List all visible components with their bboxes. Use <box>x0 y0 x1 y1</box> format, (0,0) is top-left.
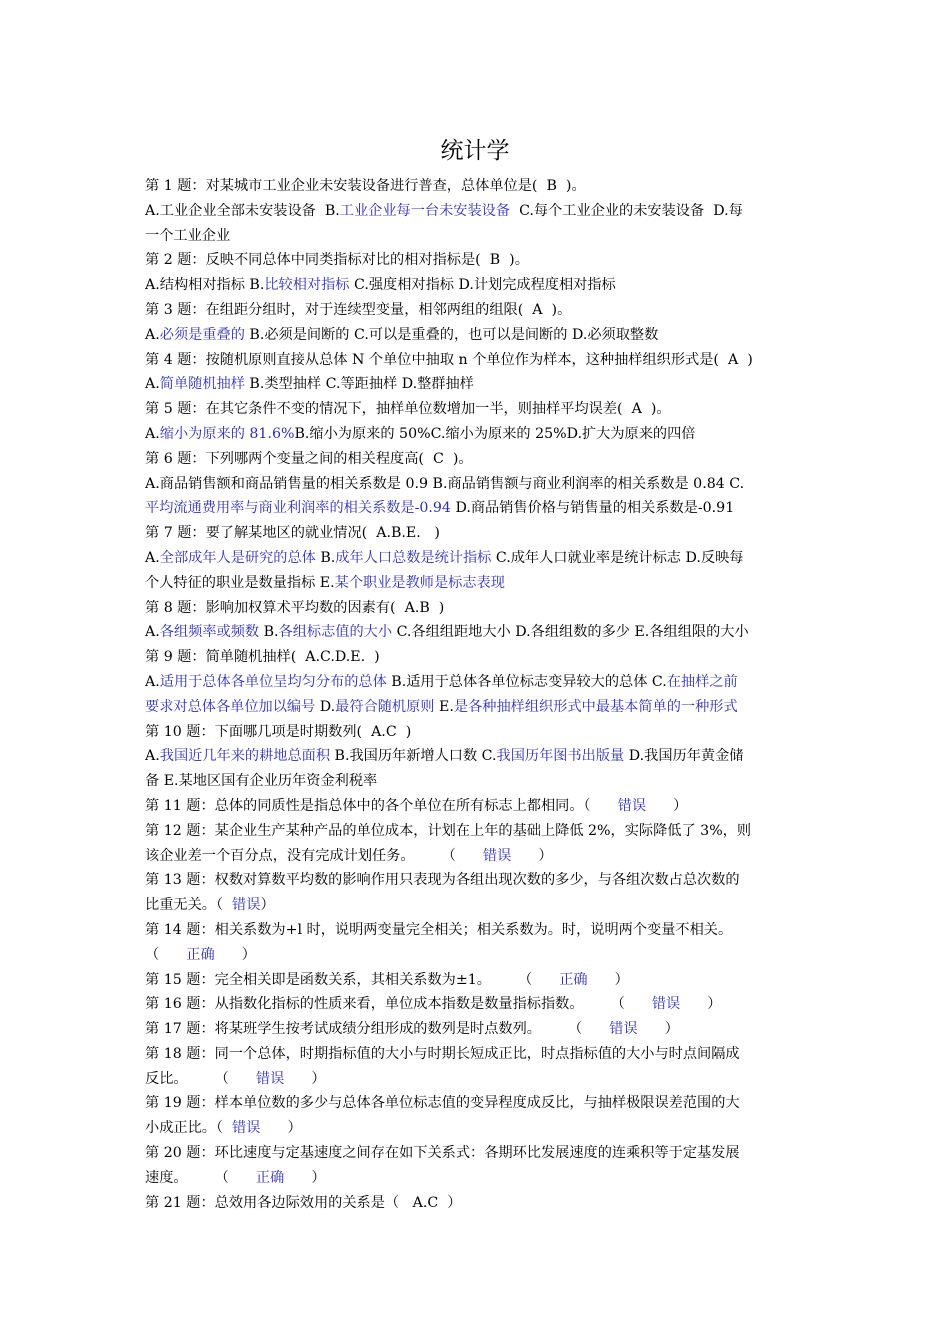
text-segment: 第 5 题：在其它条件不变的情况下，抽样单位数增加一半，则抽样平均误差( A )。 <box>145 401 671 418</box>
text-line <box>145 720 810 745</box>
text-segment: 第 19 题：样本单位数的多少与总体各单位标志值的变异程度成反比，与抽样极限误差范围的大 <box>145 1095 740 1112</box>
text-segment: A. <box>145 549 160 566</box>
answer-highlight: 错误 <box>651 996 681 1013</box>
answer-highlight: 简单随机抽样 <box>159 376 245 393</box>
text-line <box>145 992 810 1017</box>
text-line <box>145 422 810 447</box>
text-line <box>145 596 810 621</box>
answer-highlight: 平均流通费用率与商业利润率的相关系数是-0.94 <box>145 500 451 517</box>
text-line <box>145 1042 810 1067</box>
text-line <box>145 273 810 298</box>
text-segment: A.工业企业全部未安装设备 B. <box>145 202 340 219</box>
answer-highlight: 各组频率或频数 <box>159 624 260 641</box>
text-line <box>145 695 810 720</box>
text-segment: A.结构相对指标 B. <box>145 277 265 294</box>
text-segment: 第 17 题：将某班学生按考试成绩分组形成的数列是时点数列。 （ <box>145 1021 610 1038</box>
text-segment: 第 3 题：在组距分组时，对于连续型变量，相邻两组的组限( A )。 <box>145 301 572 318</box>
answer-highlight: 错误 <box>255 1070 285 1087</box>
text-line <box>145 174 810 199</box>
answer-highlight: 比较相对指标 <box>264 277 350 294</box>
text-segment: ） <box>260 1120 302 1137</box>
text-line <box>145 224 810 249</box>
text-line <box>145 769 810 794</box>
answer-highlight: 错误 <box>232 897 261 914</box>
text-line <box>145 918 810 943</box>
text-segment: B. <box>259 624 279 641</box>
text-line <box>145 521 810 546</box>
answer-highlight: 错误 <box>609 1021 638 1038</box>
text-segment: ） <box>284 1070 326 1087</box>
text-segment: 第 21 题：总效用各边际效用的关系是（ A.C ） <box>145 1194 462 1211</box>
text-line <box>145 1091 810 1116</box>
text-segment: 小成正比。（ <box>145 1120 233 1137</box>
answer-highlight: 适用于总体各单位呈均匀分布的总体 <box>159 673 387 690</box>
text-line <box>145 868 810 893</box>
text-line <box>145 1191 810 1216</box>
text-segment: ） <box>260 897 275 914</box>
text-segment: A. <box>145 748 160 765</box>
text-segment: （ <box>145 946 187 963</box>
answer-highlight: 要求对总体各单位加以编号 <box>145 698 316 715</box>
answer-highlight: 我国近几年来的耕地总面积 <box>159 748 331 765</box>
text-segment: 第 6 题：下列哪两个变量之间的相关程度高( C )。 <box>145 450 473 467</box>
text-line <box>145 298 810 323</box>
answer-highlight: 在抽样之前 <box>666 673 738 690</box>
answer-highlight: 成年人口总数是统计指标 <box>335 549 492 566</box>
text-line <box>145 844 810 869</box>
text-segment: 第 20 题：环比速度与定基速度之间存在如下关系式：各期环比发展速度的连乘积等于定基发展 <box>145 1145 740 1162</box>
answer-highlight: 各组标志值的大小 <box>278 624 393 641</box>
text-segment: 个人特征的职业是数量指标 E. <box>145 574 335 591</box>
text-segment: B.缩小为原来的 50%C.缩小为原来的 25%D.扩大为原来的四倍 <box>294 425 696 442</box>
text-segment: D. <box>315 698 336 715</box>
text-segment: A. <box>145 624 160 641</box>
text-segment: B.类型抽样 C.等距抽样 D.整群抽样 <box>244 376 474 393</box>
text-segment: 第 13 题：权数对算数平均数的影响作用只表现为各组出现次数的多少，与各组次数占总次数的 <box>145 872 740 889</box>
text-segment: A. <box>145 673 160 690</box>
text-segment: 第 10 题：下面哪几项是时期数列( A.C ) <box>145 723 412 740</box>
text-segment: A. <box>145 326 160 343</box>
answer-highlight: 正确 <box>559 971 588 988</box>
text-line <box>145 1017 810 1042</box>
text-segment: C.各组组距地大小 D.各组组数的多少 E.各组组限的大小 <box>392 624 749 641</box>
text-line <box>145 1067 810 1092</box>
text-segment: 速度。 （ <box>145 1169 256 1186</box>
text-line <box>145 1116 810 1141</box>
text-line <box>145 620 810 645</box>
text-segment: 第 1 题：对某城市工业企业未安装设备进行普查，总体单位是( B )。 <box>145 178 586 194</box>
text-segment: 第 12 题：某企业生产某种产品的单位成本，计划在上年的基础上降低 2%，实际降低了 3%，则 <box>145 822 752 839</box>
answer-highlight: 正确 <box>255 1169 285 1186</box>
text-line <box>145 323 810 348</box>
text-segment: ） <box>637 1021 679 1038</box>
text-line <box>145 447 810 472</box>
text-segment: 一个工业企业 <box>145 227 231 244</box>
text-segment: 第 4 题：按随机原则直接从总体 N 个单位中抽取 n 个单位作为样本，这种抽样组织形式是( A ) <box>145 351 753 368</box>
text-line <box>145 645 810 670</box>
text-segment: 第 14 题：相关系数为+l 时，说明两变量完全相关；相关系数为。时，说明两个变量不相关。 <box>145 921 733 938</box>
answer-highlight: 正确 <box>186 946 215 963</box>
text-line <box>145 968 810 993</box>
text-segment: 第 7 题：要了解某地区的就业情况( A.B.E. ) <box>145 525 440 542</box>
text-segment: ） <box>511 847 553 864</box>
text-line <box>145 819 810 844</box>
text-line <box>145 670 810 695</box>
text-line <box>145 571 810 596</box>
text-line <box>145 372 810 397</box>
text-segment: B.必须是间断的 C.可以是重叠的，也可以是间断的 D.必须取整数 <box>244 326 659 343</box>
page-title: 统计学 <box>440 138 510 164</box>
text-line <box>145 794 810 819</box>
answer-highlight: 缩小为原来的 81.6% <box>159 425 295 442</box>
text-segment: 第 16 题：从指数化指标的性质来看，单位成本指数是数量指标指数。 （ <box>145 996 652 1013</box>
answer-highlight: 最符合随机原则 <box>335 698 435 715</box>
text-line <box>145 199 810 224</box>
text-segment: 第 11 题：总体的同质性是指总体中的各个单位在所有标志上都相同。（ <box>145 797 618 814</box>
text-segment: 反比。 （ <box>145 1070 256 1087</box>
text-segment: 备 E.某地区国有企业历年资金利税率 <box>145 773 378 790</box>
text-line <box>145 943 810 968</box>
text-segment: ） <box>680 996 722 1013</box>
text-segment: C.每个工业企业的未安装设备 D.每 <box>510 202 743 219</box>
text-segment: A. <box>145 425 160 442</box>
answer-highlight: 是各种抽样组织形式中最基本简单的一种形式 <box>453 698 738 715</box>
answer-highlight: 错误 <box>232 1120 261 1137</box>
text-segment: D.商品销售价格与销售量的相关系数是-0.91 <box>450 500 735 517</box>
text-segment: 第 15 题：完全相关即是函数关系，其相关系数为±1。 （ <box>145 971 560 988</box>
document-body <box>145 174 810 1215</box>
text-line <box>145 1166 810 1191</box>
text-segment: D.我国历年黄金储 <box>624 748 744 765</box>
answer-highlight: 我国历年图书出版量 <box>496 748 625 765</box>
text-segment: 第 8 题：影响加权算术平均数的因素有( A.B ) <box>145 599 445 616</box>
answer-highlight: 某个职业是教师是标志表现 <box>334 574 505 591</box>
text-segment: 第 9 题：简单随机抽样( A.C.D.E. ) <box>145 649 380 666</box>
text-segment: 该企业差一个百分点，没有完成计划任务。 （ <box>145 847 483 864</box>
answer-highlight: 全部成年人是研究的总体 <box>159 549 316 566</box>
text-line <box>145 248 810 273</box>
text-line <box>145 472 810 497</box>
text-segment: A. <box>145 376 160 393</box>
text-segment: 第 18 题：同一个总体，时期指标值的大小与时期长短成正比，时点指标值的大小与时点间隔成 <box>145 1045 740 1062</box>
answer-highlight: 工业企业每一台未安装设备 <box>339 202 511 219</box>
text-segment: A.商品销售额和商品销售量的相关系数是 0.9 B.商品销售额与商业利润率的相关系数是 0.84 C. <box>145 475 745 492</box>
answer-highlight: 错误 <box>482 847 512 864</box>
text-line <box>145 546 810 571</box>
text-segment: C.成年人口就业率是统计标志 D.反映每 <box>491 549 744 566</box>
text-line <box>145 744 810 769</box>
text-line <box>145 893 810 918</box>
text-segment: ） <box>284 1169 326 1186</box>
text-line <box>145 348 810 373</box>
answer-highlight: 错误 <box>617 797 647 814</box>
text-line <box>145 496 810 521</box>
text-segment: ） <box>214 946 256 963</box>
text-segment: B. <box>315 549 336 566</box>
text-segment: B.适用于总体各单位标志变异较大的总体 C. <box>386 673 667 690</box>
text-segment: 比重无关。（ <box>145 897 233 914</box>
text-segment: ） <box>646 797 688 814</box>
text-line <box>145 1141 810 1166</box>
text-segment: B.我国历年新增人口数 C. <box>330 748 497 765</box>
answer-highlight: 必须是重叠的 <box>159 326 245 343</box>
text-segment: C.强度相对指标 D.计划完成程度相对指标 <box>349 277 616 294</box>
text-segment: E. <box>434 698 454 715</box>
text-segment: 第 2 题：反映不同总体中同类指标对比的相对指标是( B )。 <box>145 252 529 269</box>
text-line <box>145 397 810 422</box>
text-segment: ） <box>587 971 629 988</box>
